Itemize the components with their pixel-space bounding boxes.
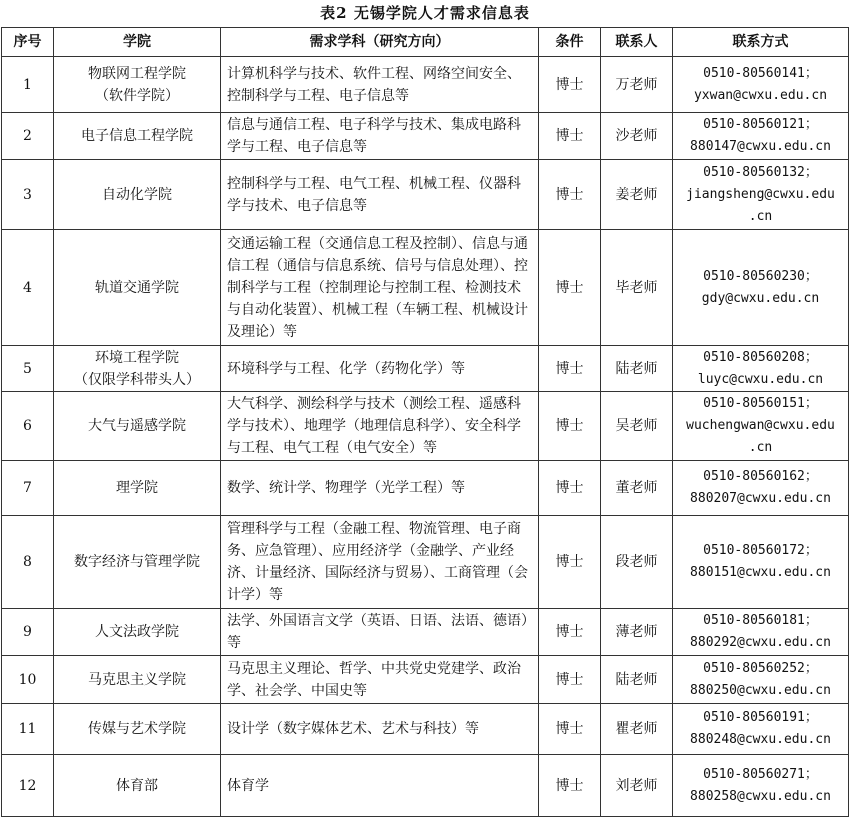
college-name bbox=[54, 57, 221, 113]
table-row bbox=[2, 609, 849, 656]
college-name-line: 物联网工程学院 bbox=[88, 65, 186, 82]
condition: 博士 bbox=[539, 755, 601, 817]
required-subjects: 计算机科学与技术、软件工程、网络空间安全、控制科学与工程、电子信息等 bbox=[221, 57, 539, 113]
college-name bbox=[54, 461, 221, 516]
contact-person: 万老师 bbox=[601, 57, 673, 113]
contact-info bbox=[673, 656, 849, 704]
required-subjects: 法学、外国语言文学（英语、日语、法语、德语）等 bbox=[221, 609, 539, 656]
phone-number: 0510-80560208； bbox=[703, 349, 818, 365]
header-no: 序号 bbox=[2, 28, 54, 57]
contact-person: 毕老师 bbox=[601, 230, 673, 346]
header-contact-person: 联系人 bbox=[601, 28, 673, 57]
table-row bbox=[2, 461, 849, 516]
contact-person: 吴老师 bbox=[601, 392, 673, 461]
contact-person: 陆老师 bbox=[601, 346, 673, 392]
row-number: 2 bbox=[2, 113, 54, 160]
table-row bbox=[2, 516, 849, 609]
college-name-line: （软件学院） bbox=[95, 87, 179, 104]
phone-number: 0510-80560141； bbox=[703, 65, 818, 81]
row-number: 8 bbox=[2, 516, 54, 609]
contact-person: 董老师 bbox=[601, 461, 673, 516]
row-number: 5 bbox=[2, 346, 54, 392]
email-address: gdy@cwxu.edu.cn bbox=[701, 290, 820, 306]
contact-info bbox=[673, 57, 849, 113]
row-number: 4 bbox=[2, 230, 54, 346]
header-subject: 需求学科（研究方向） bbox=[221, 28, 539, 57]
phone-number: 0510-80560230； bbox=[703, 268, 818, 284]
table-row bbox=[2, 113, 849, 160]
contact-person: 沙老师 bbox=[601, 113, 673, 160]
phone-number: 0510-80560151； bbox=[703, 396, 818, 411]
talent-demand-table bbox=[1, 27, 849, 817]
table-row bbox=[2, 704, 849, 755]
required-subjects: 控制科学与工程、电气工程、机械工程、仪器科学与技术、电子信息等 bbox=[221, 160, 539, 230]
table-row bbox=[2, 392, 849, 461]
condition: 博士 bbox=[539, 346, 601, 392]
contact-info bbox=[673, 230, 849, 346]
college-name bbox=[54, 346, 221, 392]
required-subjects: 交通运输工程（交通信息工程及控制）、信息与通信工程（通信与信息系统、信号与信息处理）、控制科学与工程（控制理论与控制工程、检测技术与自动化装置）、机械工程（车辆工程、机械设计及理论）等 bbox=[221, 230, 539, 346]
college-name-line: 马克思主义学院 bbox=[88, 671, 186, 688]
college-name-line: 大气与遥感学院 bbox=[88, 418, 186, 434]
college-name-line: 理学院 bbox=[116, 480, 158, 496]
condition: 博士 bbox=[539, 160, 601, 230]
contact-info bbox=[673, 516, 849, 609]
contact-info bbox=[673, 609, 849, 656]
email-address: .cn bbox=[748, 440, 773, 455]
required-subjects: 管理科学与工程（金融工程、物流管理、电子商务、应急管理）、应用经济学（金融学、产业经济、计量经济、国际经济与贸易）、工商管理（会计学）等 bbox=[221, 516, 539, 609]
contact-person: 刘老师 bbox=[601, 755, 673, 817]
college-name-line: 自动化学院 bbox=[102, 186, 172, 203]
email-address: 880292@cwxu.edu.cn bbox=[690, 635, 831, 650]
header-contact-info: 联系方式 bbox=[673, 28, 849, 57]
college-name-line: 环境工程学院 bbox=[95, 349, 179, 366]
contact-person: 陆老师 bbox=[601, 656, 673, 704]
table-header-row bbox=[2, 28, 849, 57]
condition: 博士 bbox=[539, 392, 601, 461]
row-number: 10 bbox=[2, 656, 54, 704]
row-number: 11 bbox=[2, 704, 54, 755]
required-subjects: 体育学 bbox=[221, 755, 539, 817]
email-address: 880258@cwxu.edu.cn bbox=[690, 788, 831, 804]
college-name-line: 轨道交通学院 bbox=[95, 279, 179, 296]
row-number: 3 bbox=[2, 160, 54, 230]
condition: 博士 bbox=[539, 704, 601, 755]
header-condition: 条件 bbox=[539, 28, 601, 57]
table-row bbox=[2, 656, 849, 704]
phone-number: 0510-80560121； bbox=[703, 117, 818, 132]
condition: 博士 bbox=[539, 230, 601, 346]
phone-number: 0510-80560252； bbox=[703, 660, 818, 676]
email-address: 880250@cwxu.edu.cn bbox=[690, 682, 831, 698]
email-address: jiangsheng@cwxu.edu bbox=[686, 186, 835, 202]
table-title: 表2 无锡学院人才需求信息表 bbox=[320, 4, 530, 22]
contact-info bbox=[673, 113, 849, 160]
college-name-line: （仅限学科带头人） bbox=[74, 371, 200, 388]
condition: 博士 bbox=[539, 609, 601, 656]
contact-person: 段老师 bbox=[601, 516, 673, 609]
college-name bbox=[54, 516, 221, 609]
college-name bbox=[54, 230, 221, 346]
college-name bbox=[54, 609, 221, 656]
table-row bbox=[2, 57, 849, 113]
contact-person: 瞿老师 bbox=[601, 704, 673, 755]
table-row bbox=[2, 160, 849, 230]
required-subjects: 马克思主义理论、哲学、中共党史党建学、政治学、社会学、中国史等 bbox=[221, 656, 539, 704]
email-address: .cn bbox=[748, 208, 773, 224]
contact-info bbox=[673, 704, 849, 755]
contact-info bbox=[673, 160, 849, 230]
contact-info bbox=[673, 346, 849, 392]
email-address: yxwan@cwxu.edu.cn bbox=[693, 87, 828, 103]
email-address: luyc@cwxu.edu.cn bbox=[697, 371, 824, 387]
college-name-line: 人文法政学院 bbox=[95, 624, 179, 640]
contact-info bbox=[673, 755, 849, 817]
contact-person: 薄老师 bbox=[601, 609, 673, 656]
required-subjects: 数学、统计学、物理学（光学工程）等 bbox=[221, 461, 539, 516]
phone-number: 0510-80560191； bbox=[703, 710, 818, 725]
contact-info bbox=[673, 392, 849, 461]
phone-number: 0510-80560162； bbox=[703, 469, 818, 484]
condition: 博士 bbox=[539, 656, 601, 704]
college-name-line: 数字经济与管理学院 bbox=[74, 554, 200, 570]
condition: 博士 bbox=[539, 113, 601, 160]
contact-info bbox=[673, 461, 849, 516]
college-name bbox=[54, 160, 221, 230]
contact-person: 姜老师 bbox=[601, 160, 673, 230]
email-address: wuchengwan@cwxu.edu bbox=[686, 418, 835, 433]
phone-number: 0510-80560172； bbox=[703, 543, 818, 558]
row-number: 12 bbox=[2, 755, 54, 817]
condition: 博士 bbox=[539, 57, 601, 113]
email-address: 880147@cwxu.edu.cn bbox=[690, 139, 831, 154]
row-number: 6 bbox=[2, 392, 54, 461]
college-name bbox=[54, 656, 221, 704]
college-name bbox=[54, 704, 221, 755]
row-number: 1 bbox=[2, 57, 54, 113]
table-row bbox=[2, 230, 849, 346]
required-subjects: 设计学（数字媒体艺术、艺术与科技）等 bbox=[221, 704, 539, 755]
college-name bbox=[54, 392, 221, 461]
email-address: 880248@cwxu.edu.cn bbox=[690, 732, 831, 747]
condition: 博士 bbox=[539, 516, 601, 609]
email-address: 880151@cwxu.edu.cn bbox=[690, 565, 831, 580]
required-subjects: 大气科学、测绘科学与技术（测绘工程、遥感科学与技术）、地理学（地理信息科学）、安全科学与工程、电气工程（电气安全）等 bbox=[221, 392, 539, 461]
email-address: 880207@cwxu.edu.cn bbox=[690, 491, 831, 506]
college-name-line: 电子信息工程学院 bbox=[81, 128, 193, 144]
college-name bbox=[54, 755, 221, 817]
row-number: 7 bbox=[2, 461, 54, 516]
required-subjects: 环境科学与工程、化学（药物化学）等 bbox=[221, 346, 539, 392]
college-name-line: 体育部 bbox=[116, 777, 158, 794]
phone-number: 0510-80560181； bbox=[703, 613, 818, 628]
college-name-line: 传媒与艺术学院 bbox=[88, 721, 186, 737]
condition: 博士 bbox=[539, 461, 601, 516]
header-college: 学院 bbox=[54, 28, 221, 57]
college-name bbox=[54, 113, 221, 160]
phone-number: 0510-80560271； bbox=[703, 766, 818, 782]
required-subjects: 信息与通信工程、电子科学与技术、集成电路科学与工程、电子信息等 bbox=[221, 113, 539, 160]
phone-number: 0510-80560132； bbox=[703, 164, 818, 180]
table-row bbox=[2, 346, 849, 392]
table-row bbox=[2, 755, 849, 817]
row-number: 9 bbox=[2, 609, 54, 656]
